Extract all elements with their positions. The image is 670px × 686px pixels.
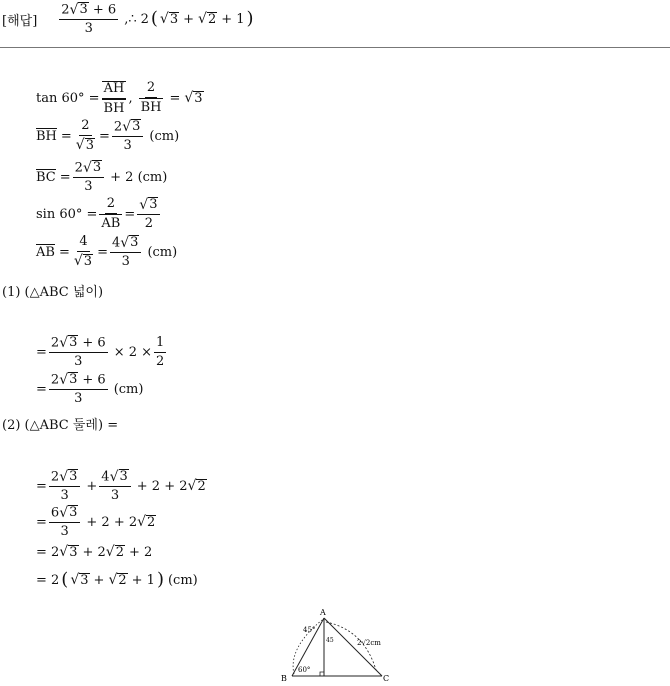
side-ac: [324, 618, 382, 676]
therefore-symbol: ∴: [128, 11, 137, 27]
answer-header: [2, 2, 254, 36]
answer-perimeter: 2 ( √ 3 + √ 2 + 1 ): [140, 8, 254, 29]
divider-line: [0, 47, 670, 48]
part2-line3: = 2 √ 3 + 2 √ 2 + 2: [36, 544, 153, 561]
angle-a-label: 45°: [303, 626, 316, 634]
step-tan60: tan 60° = $\frac{AH}{BH}$ , $\frac{2}{BH}$ = √ 3: [36, 80, 203, 116]
step-sin60: sin 60° = $\frac{2}{AB}$ = √ 3 2: [36, 196, 162, 232]
step-bc: BC = 2 √ 3 3 + 2 (cm): [36, 159, 168, 195]
triangle-figure: [278, 604, 402, 686]
part2-label: (2) (△ABC 둘레) =: [2, 418, 119, 433]
part2-line2: = 6 √ 3 3 + 2 + 2 √ 2: [36, 504, 156, 540]
answer-area-coef: 2: [61, 2, 70, 18]
right-angle-mark: [320, 672, 324, 676]
step-ab: AB = 4 √ 3 = 4 √ 3 3 (cm): [36, 234, 178, 270]
side-ac-label: 2√2cm: [357, 639, 381, 647]
height-label: 45: [326, 637, 334, 644]
part2-line4: = 2 ( √ 3 + √ 2 + 1 ) (cm): [36, 569, 198, 590]
sqrt-symbol: √ 3: [69, 1, 88, 18]
answer-area-fraction: 2 √ 3 + 6 3: [61, 1, 117, 37]
angle-b-label: 60°: [298, 666, 311, 674]
vertex-b: B: [281, 674, 287, 683]
answer-tag: [해답]: [2, 13, 38, 29]
part1-line2: = 2 √ 3 + 6 3 (cm): [36, 371, 144, 407]
step-bh: BH = 2 √ 3 = 2 √ 3 3 (cm): [36, 118, 180, 154]
part1-label: (1) (△ABC 넓이): [2, 285, 104, 300]
vertex-a: A: [320, 608, 326, 617]
vertex-c: C: [383, 674, 390, 683]
part1-line1: = 2 √ 3 + 6 3 × 2 × $\frac{1}{2}$: [36, 334, 165, 370]
part2-line1: = 2 √ 3 3 + 4 √ 3 3 + 2 + 2 √ 2: [36, 468, 206, 504]
answer-separator: ,: [124, 11, 129, 27]
